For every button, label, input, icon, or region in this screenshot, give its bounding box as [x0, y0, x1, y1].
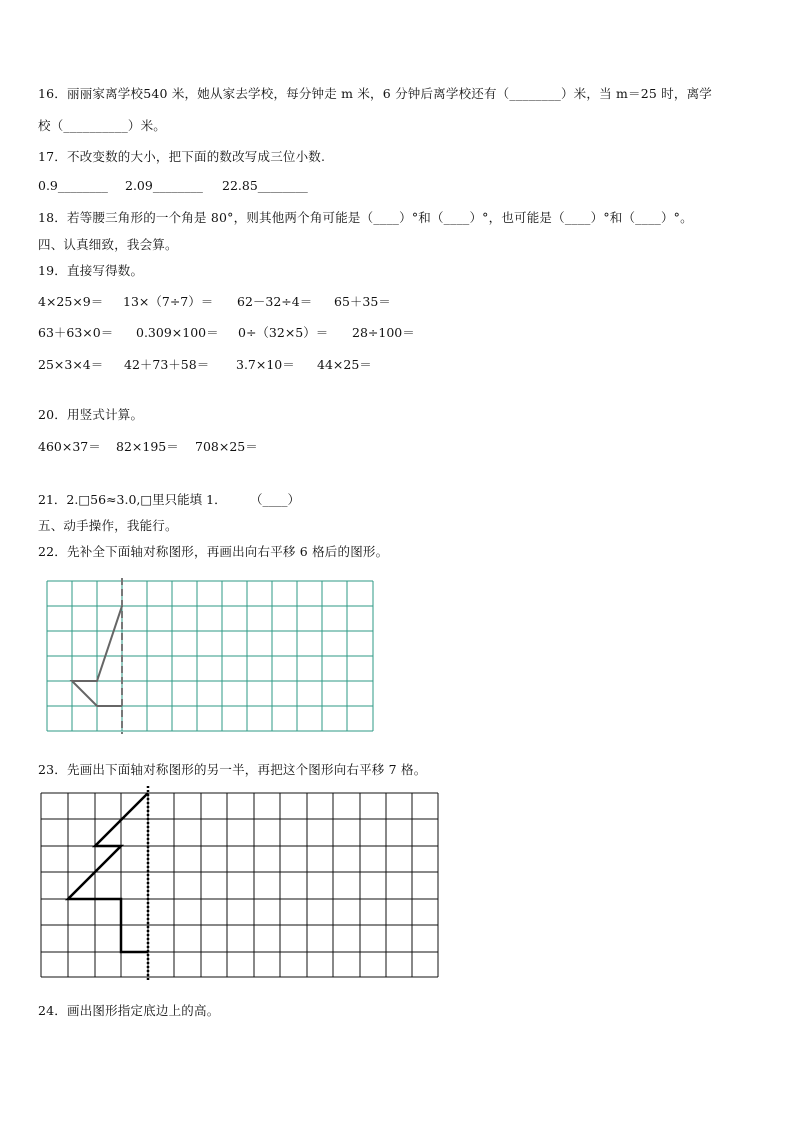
- q19-cell[interactable]: 3.7×10＝: [236, 357, 295, 372]
- q20-item[interactable]: 708×25＝: [195, 439, 258, 454]
- q19-cell[interactable]: 0÷（32×5）＝: [238, 325, 329, 340]
- q19-stem: 19．直接写得数。: [38, 263, 144, 278]
- q16-line2: 校（__________）米。: [38, 118, 167, 133]
- q17-item[interactable]: 22.85________: [222, 178, 308, 193]
- q22-grid-lines: [47, 581, 373, 731]
- q20-item[interactable]: 82×195＝: [116, 439, 179, 454]
- q23-grid[interactable]: [40, 786, 442, 980]
- q17-item[interactable]: 2.09________: [125, 178, 203, 193]
- q19-cell[interactable]: 63＋63×0＝: [38, 325, 114, 340]
- q21-text: 21．2.□56≈3.0,□里只能填 1．: [38, 492, 227, 507]
- q19-cell[interactable]: 13×（7÷7）＝: [123, 294, 214, 309]
- q19-cell[interactable]: 0.309×100＝: [136, 325, 219, 340]
- q19-cell[interactable]: 42＋73＋58＝: [124, 357, 210, 372]
- q17-stem: 17．不改变数的大小，把下面的数改写成三位小数.: [38, 149, 326, 164]
- q21-blank[interactable]: （____）: [250, 492, 301, 507]
- q16-line1: 16．丽丽家离学校540 米，她从家去学校，每分钟走 m 米，6 分钟后离学校还有（________）米，当 m＝25 时，离学: [38, 86, 712, 101]
- q22-stem: 22．先补全下面轴对称图形，再画出向右平移 6 格后的图形。: [38, 544, 389, 559]
- q19-cell[interactable]: 25×3×4＝: [38, 357, 104, 372]
- q20-stem: 20．用竖式计算。: [38, 407, 144, 422]
- q19-cell[interactable]: 65＋35＝: [334, 294, 391, 309]
- q17-item[interactable]: 0.9________: [38, 178, 108, 193]
- q19-cell[interactable]: 4×25×9＝: [38, 294, 104, 309]
- q22-grid[interactable]: [40, 576, 380, 736]
- section-5-heading: 五、动手操作，我能行。: [38, 518, 178, 533]
- q18-stem: 18．若等腰三角形的一个角是 80°，则其他两个角可能是（____）°和（____）°，也可能是（____）°和（____）°。: [38, 210, 693, 225]
- section-4-heading: 四、认真细致，我会算。: [38, 237, 178, 252]
- q19-cell[interactable]: 44×25＝: [317, 357, 372, 372]
- q23-grid-lines: [41, 793, 438, 977]
- q19-cell[interactable]: 28÷100＝: [352, 325, 415, 340]
- q20-item[interactable]: 460×37＝: [38, 439, 101, 454]
- q24-stem: 24．画出图形指定底边上的高。: [38, 1003, 220, 1018]
- q23-stem: 23．先画出下面轴对称图形的另一半，再把这个图形向右平移 7 格。: [38, 762, 427, 777]
- q19-cell[interactable]: 62－32÷4＝: [237, 294, 313, 309]
